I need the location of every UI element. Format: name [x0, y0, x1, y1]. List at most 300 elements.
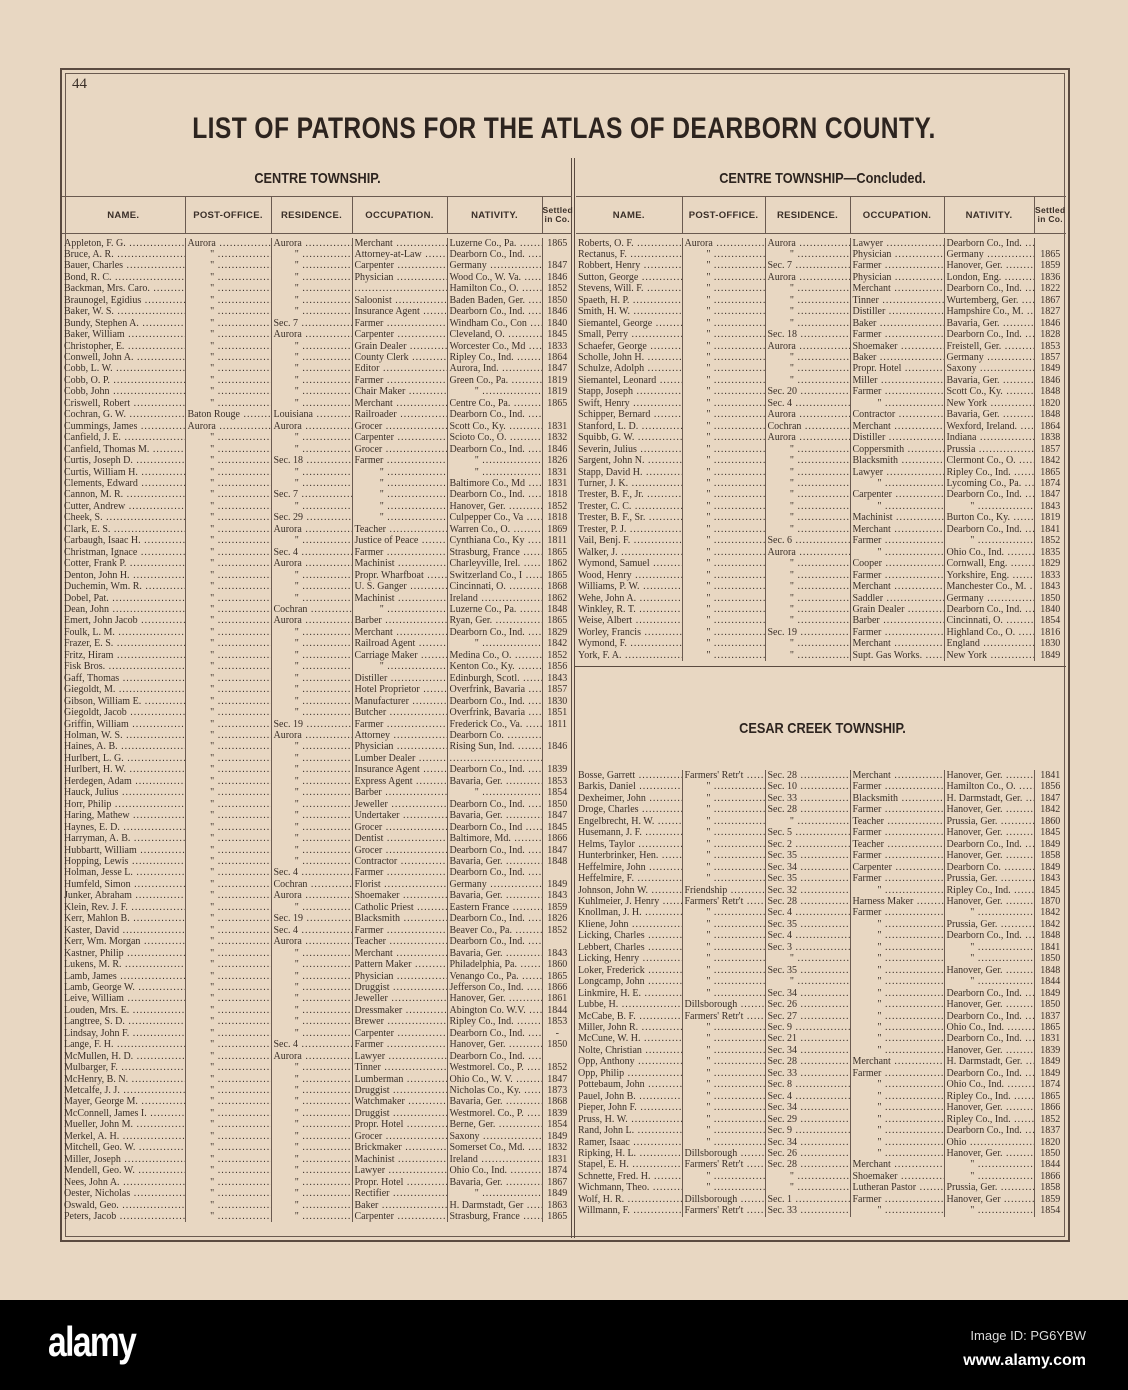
cell-residence [271, 467, 352, 478]
nativity-value: Dearborn Co., Ind. ..... [450, 306, 543, 317]
cell-post-office [682, 976, 765, 987]
post-office-value: " ..... [188, 1200, 272, 1211]
cell-occupation [352, 615, 447, 626]
cell-post-office [185, 478, 271, 489]
cell-post-office [682, 1091, 765, 1102]
settled-value: 1865 [547, 546, 568, 558]
name-value: Curtis, Joseph D. ..... [64, 455, 185, 466]
cell-nativity [944, 295, 1034, 306]
nativity-value: Medina Co., O. ..... [450, 650, 543, 661]
table-row [62, 1177, 572, 1188]
page-title: LIST OF PATRONS FOR THE ATLAS OF DEARBORN COUNTY. [192, 112, 936, 145]
cell-post-office [682, 524, 765, 535]
column-header-nativity: NATIVITY. [944, 197, 1034, 234]
table-row [576, 816, 1066, 827]
settled-value: 1865 [1040, 466, 1061, 478]
nativity-value: " ..... [947, 976, 1035, 987]
settled-value: 1848 [1040, 930, 1061, 942]
cell-nativity [447, 421, 542, 432]
nativity-value: Bavaria, Ger. ..... [450, 1096, 543, 1107]
cell-residence [271, 696, 352, 707]
post-office-value: " ..... [685, 478, 766, 489]
cell-occupation [850, 249, 944, 260]
post-office-value: " ..... [685, 329, 766, 340]
settled-value: 1846 [1040, 374, 1061, 386]
name-value: Lindsay, John F. ..... [64, 1028, 185, 1039]
nativity-value: Dearborn Co., Ind. ..... [947, 604, 1035, 615]
cell-occupation [352, 604, 447, 615]
settled-value: 1831 [1040, 1033, 1061, 1045]
occupation-value: " ..... [853, 1137, 945, 1148]
table-row [576, 421, 1066, 432]
cell-occupation [352, 1131, 447, 1142]
cell-residence [271, 478, 352, 489]
residence-value: " ..... [274, 295, 353, 306]
cell-name [62, 1108, 185, 1119]
cell-post-office [682, 627, 765, 638]
name-value: Hubbartt, William ..... [64, 845, 185, 856]
post-office-value: " ..... [188, 764, 272, 775]
table-row [62, 1142, 572, 1153]
cell-residence [765, 638, 850, 649]
cell-settled [542, 249, 572, 260]
cell-residence [765, 421, 850, 432]
cell-post-office [185, 593, 271, 604]
post-office-value: " ..... [188, 558, 272, 569]
residence-value: Sec. 4 ..... [274, 867, 353, 878]
cell-occupation [352, 1016, 447, 1027]
cell-residence [271, 753, 352, 764]
cell-occupation [850, 272, 944, 283]
cell-residence [271, 1154, 352, 1165]
cell-nativity [944, 919, 1034, 930]
occupation-value: Barber ..... [355, 615, 448, 626]
table-row [62, 272, 572, 283]
occupation-value: Dressmaker ..... [355, 1005, 448, 1016]
cell-nativity [944, 524, 1034, 535]
table-row [62, 444, 572, 455]
residence-value: " ..... [274, 501, 353, 512]
cell-post-office [682, 816, 765, 827]
cell-occupation [850, 976, 944, 987]
settled-value: 1868 [547, 581, 568, 593]
cell-settled [542, 902, 572, 913]
settled-value: 1857 [1040, 443, 1061, 455]
cell-residence [271, 1142, 352, 1153]
cell-settled [542, 467, 572, 478]
residence-value: " ..... [274, 272, 353, 283]
cell-nativity [944, 386, 1034, 397]
occupation-value: " ..... [853, 1011, 945, 1022]
table-row [576, 558, 1066, 569]
post-office-value: " ..... [685, 781, 766, 792]
settled-value: 1852 [547, 1062, 568, 1074]
cell-post-office [682, 249, 765, 260]
table-row [576, 896, 1066, 907]
cell-nativity [447, 1188, 542, 1199]
post-office-value: " ..... [188, 489, 272, 500]
cell-nativity [447, 398, 542, 409]
cell-nativity [447, 810, 542, 821]
nativity-value: Somerset Co., Md. ..... [450, 1142, 543, 1153]
cell-settled [542, 341, 572, 352]
name-value: Kerr, Mahlon B. ..... [64, 913, 185, 924]
occupation-value: Merchant ..... [355, 398, 448, 409]
cell-occupation [850, 260, 944, 271]
settled-value: 1837 [1040, 1125, 1061, 1137]
cell-settled [542, 1119, 572, 1130]
nativity-value: Dearborn Co., Ind. ..... [450, 867, 543, 878]
post-office-value: " ..... [685, 581, 766, 592]
cell-occupation [850, 1033, 944, 1044]
nativity-value: Hanover, Ger. ..... [947, 1148, 1035, 1159]
cell-settled [542, 833, 572, 844]
cell-nativity [447, 455, 542, 466]
page-number: 44 [72, 76, 87, 92]
post-office-value: " ..... [685, 804, 766, 815]
residence-value: " ..... [274, 1188, 353, 1199]
name-value: Husemann, J. F. ..... [578, 827, 682, 838]
cell-residence [765, 650, 850, 661]
cell-residence [765, 398, 850, 409]
cell-settled [542, 627, 572, 638]
cell-name [62, 867, 185, 878]
cell-nativity [447, 306, 542, 317]
residence-value: Sec. 35 ..... [768, 873, 851, 884]
column-header-post-office: POST-OFFICE. [682, 197, 765, 234]
occupation-value: Farmer ..... [355, 925, 448, 936]
cell-residence [765, 615, 850, 626]
cell-name [576, 547, 682, 558]
table-row [576, 535, 1066, 546]
cell-name [62, 1131, 185, 1142]
table-row [576, 1159, 1066, 1170]
cell-post-office [682, 1159, 765, 1170]
cell-settled [1034, 1137, 1066, 1148]
nativity-value: " ..... [947, 1171, 1035, 1182]
cell-nativity [447, 1039, 542, 1050]
cell-name [576, 816, 682, 827]
cell-nativity [447, 318, 542, 329]
cell-post-office [682, 1079, 765, 1090]
occupation-value: Farmer ..... [355, 867, 448, 878]
cell-nativity [447, 524, 542, 535]
occupation-value: Distiller ..... [355, 673, 448, 684]
post-office-value: " ..... [188, 283, 272, 294]
cell-name [62, 1051, 185, 1062]
post-office-value: " ..... [685, 260, 766, 271]
cell-residence [271, 993, 352, 1004]
cell-occupation [352, 421, 447, 432]
cell-residence [765, 295, 850, 306]
cell-nativity [944, 1068, 1034, 1079]
table-row [576, 1114, 1066, 1125]
cell-residence [765, 604, 850, 615]
settled-value: 1844 [1040, 1159, 1061, 1171]
cell-name [576, 930, 682, 941]
table-row [62, 409, 572, 420]
cell-residence [271, 1096, 352, 1107]
cell-settled [542, 1154, 572, 1165]
occupation-value: Shoemaker ..... [355, 890, 448, 901]
occupation-value: Farmer ..... [853, 804, 945, 815]
table-row [62, 845, 572, 856]
cell-name [576, 512, 682, 523]
cell-name [62, 993, 185, 1004]
cell-settled [1034, 862, 1066, 873]
table-row [62, 467, 572, 478]
occupation-value: Druggist ..... [355, 1108, 448, 1119]
table-row [62, 1074, 572, 1085]
cell-settled [542, 787, 572, 798]
post-office-value: " ..... [685, 306, 766, 317]
residence-value: " ..... [274, 249, 353, 260]
occupation-value: Physician ..... [853, 249, 945, 260]
name-value: Stevens, Will. F. ..... [578, 283, 682, 294]
cell-residence [765, 1148, 850, 1159]
name-value: Mayer, George M. ..... [64, 1096, 185, 1107]
settled-value: 1868 [547, 1096, 568, 1108]
cell-settled [1034, 1011, 1066, 1022]
cell-occupation [352, 833, 447, 844]
nativity-value: Hanover, Ger. ..... [947, 1102, 1035, 1113]
nativity-value: Rising Sun, Ind. ..... [450, 741, 543, 752]
table-row [62, 638, 572, 649]
cell-post-office [682, 444, 765, 455]
cell-settled [1034, 329, 1066, 340]
cell-settled [542, 1074, 572, 1085]
name-value: Dexheimer, John ..... [578, 793, 682, 804]
nativity-value: Edinburgh, Scotl. ..... [450, 673, 543, 684]
name-value: Oswald, Geo. ..... [64, 1200, 185, 1211]
cell-nativity [447, 1096, 542, 1107]
cell-residence [271, 432, 352, 443]
cell-occupation [850, 352, 944, 363]
residence-value: Aurora ..... [274, 1051, 353, 1062]
cell-nativity [944, 793, 1034, 804]
post-office-value: " ..... [685, 1022, 766, 1033]
settled-value: 1849 [1040, 987, 1061, 999]
cell-name [576, 593, 682, 604]
post-office-value: " ..... [188, 753, 272, 764]
name-value: Giegoldt, M. ..... [64, 684, 185, 695]
cell-name [62, 833, 185, 844]
cell-post-office [682, 306, 765, 317]
cell-settled [542, 753, 572, 764]
cell-post-office [682, 804, 765, 815]
cell-residence [765, 999, 850, 1010]
table-row [62, 696, 572, 707]
cell-occupation [352, 650, 447, 661]
settled-value: 1835 [1040, 546, 1061, 558]
settled-value: 1847 [547, 260, 568, 272]
nativity-value: Bavaria, Ger. ..... [450, 948, 543, 959]
cell-post-office [185, 776, 271, 787]
cell-occupation [352, 581, 447, 592]
settled-value: 1840 [1040, 604, 1061, 615]
table-row [576, 873, 1066, 884]
residence-value: " ..... [274, 593, 353, 604]
post-office-value: " ..... [188, 1005, 272, 1016]
cell-settled [542, 1028, 572, 1039]
cell-nativity [944, 512, 1034, 523]
cell-name [62, 432, 185, 443]
cell-name [62, 661, 185, 672]
cell-occupation [850, 375, 944, 386]
nativity-value: Cleveland, O. ..... [450, 329, 543, 340]
table-row [576, 455, 1066, 466]
post-office-value: " ..... [188, 799, 272, 810]
cell-post-office [682, 885, 765, 896]
post-office-value: " ..... [188, 386, 272, 397]
residence-value: Sec. 18 ..... [274, 455, 353, 466]
cell-post-office [185, 570, 271, 581]
cell-occupation [850, 907, 944, 918]
name-value: Lubbe, H. ..... [578, 999, 682, 1010]
settled-value: 1830 [1040, 638, 1061, 650]
nativity-value: Hamilton Co., O. ..... [947, 781, 1035, 792]
cell-settled [542, 913, 572, 924]
nativity-value: Frederick Co., Va. ..... [450, 719, 543, 730]
cell-occupation [352, 1154, 447, 1165]
table-row [576, 1011, 1066, 1022]
cell-post-office [185, 1154, 271, 1165]
cell-nativity [447, 341, 542, 352]
cell-name [576, 1033, 682, 1044]
cell-nativity [944, 862, 1034, 873]
column-header-residence: RESIDENCE. [271, 197, 352, 234]
cell-name [62, 971, 185, 982]
cell-post-office [682, 238, 765, 249]
cell-residence [765, 965, 850, 976]
cell-name [576, 942, 682, 953]
occupation-value: Grocer ..... [355, 421, 448, 432]
table-row [62, 1211, 572, 1222]
settled-value: 1843 [1040, 500, 1061, 512]
name-value: Helms, Taylor ..... [578, 839, 682, 850]
cell-settled [1034, 1056, 1066, 1067]
cell-nativity [944, 1045, 1034, 1056]
cell-post-office [185, 799, 271, 810]
residence-value: Sec. 28 ..... [768, 770, 851, 781]
occupation-value: Brewer ..... [355, 1016, 448, 1027]
cell-name [62, 936, 185, 947]
cell-settled [1034, 398, 1066, 409]
cell-residence [271, 363, 352, 374]
cell-post-office [682, 638, 765, 649]
cell-settled [542, 409, 572, 420]
cell-settled [1034, 965, 1066, 976]
occupation-value: Jeweller ..... [355, 799, 448, 810]
nativity-value: London, Eng. ..... [947, 272, 1035, 283]
cell-occupation [850, 1045, 944, 1056]
post-office-value: " ..... [685, 965, 766, 976]
cell-name [62, 1142, 185, 1153]
cell-residence [271, 1177, 352, 1188]
settled-value: 1865 [547, 615, 568, 627]
post-office-value: " ..... [188, 467, 272, 478]
settled-value: 1849 [547, 878, 568, 890]
settled-value: 1843 [547, 672, 568, 684]
table-row [62, 1200, 572, 1211]
cell-nativity [447, 959, 542, 970]
column-header-post-office: POST-OFFICE. [185, 197, 271, 234]
name-value: Bundy, Stephen A. ..... [64, 318, 185, 329]
cell-post-office [682, 1194, 765, 1205]
residence-value: " ..... [274, 661, 353, 672]
residence-value: " ..... [274, 341, 353, 352]
residence-value: " ..... [768, 283, 851, 294]
settled-value: 1865 [547, 569, 568, 581]
post-office-value: " ..... [188, 913, 272, 924]
cell-name [576, 1125, 682, 1136]
occupation-value: Grocer ..... [355, 845, 448, 856]
cell-settled [1034, 896, 1066, 907]
cell-settled [542, 730, 572, 741]
post-office-value: " ..... [685, 1033, 766, 1044]
name-value: Stapp, Joseph ..... [578, 386, 682, 397]
name-value: Wehe, John A. ..... [578, 593, 682, 604]
name-value: Bauer, Charles ..... [64, 260, 185, 271]
settled-value: 1853 [547, 775, 568, 787]
nativity-value: Prussia, Ger. ..... [947, 816, 1035, 827]
post-office-value: " ..... [188, 570, 272, 581]
name-value: Louden, Mrs. E. ..... [64, 1005, 185, 1016]
post-office-value: " ..... [188, 501, 272, 512]
cell-settled [542, 936, 572, 947]
table-row [62, 890, 572, 901]
table-row [62, 398, 572, 409]
table-row [576, 352, 1066, 363]
cell-residence [765, 444, 850, 455]
cell-occupation [850, 1171, 944, 1182]
residence-value: Sec. 5 ..... [768, 827, 851, 838]
name-value: Haring, Mathew ..... [64, 810, 185, 821]
nativity-value: Scott Co., Ky. ..... [947, 386, 1035, 397]
residence-value: Aurora ..... [768, 341, 851, 352]
cell-post-office [185, 524, 271, 535]
name-value: Fisk Bros. ..... [64, 661, 185, 672]
settled-value: 1847 [1040, 489, 1061, 501]
name-value: Wymond, F. ..... [578, 638, 682, 649]
cell-settled [1034, 375, 1066, 386]
occupation-value: Editor ..... [355, 363, 448, 374]
occupation-value: Lawyer ..... [355, 1051, 448, 1062]
residence-value: " ..... [274, 363, 353, 374]
settled-value: 1870 [1040, 895, 1061, 907]
nativity-value: Bavaria, Ger. ..... [947, 375, 1035, 386]
cell-post-office [185, 867, 271, 878]
post-office-value: " ..... [188, 673, 272, 684]
cell-occupation [850, 329, 944, 340]
nativity-value: " ..... [947, 1205, 1035, 1216]
cell-post-office [185, 948, 271, 959]
table-row [576, 953, 1066, 964]
cell-post-office [682, 1114, 765, 1125]
nativity-value: Germany ..... [947, 249, 1035, 260]
occupation-value: Physician ..... [355, 971, 448, 982]
nativity-value: Worcester Co., Md ..... [450, 341, 543, 352]
settled-value: 1864 [1040, 420, 1061, 432]
occupation-value: " ..... [355, 661, 448, 672]
name-value: Heffelmire, John ..... [578, 862, 682, 873]
cell-nativity [944, 615, 1034, 626]
post-office-value: " ..... [188, 741, 272, 752]
nativity-value: Cynthiana Co., Ky ..... [450, 535, 543, 546]
settled-value: 1849 [1040, 838, 1061, 850]
post-office-value: " ..... [685, 1045, 766, 1056]
cell-name [576, 455, 682, 466]
